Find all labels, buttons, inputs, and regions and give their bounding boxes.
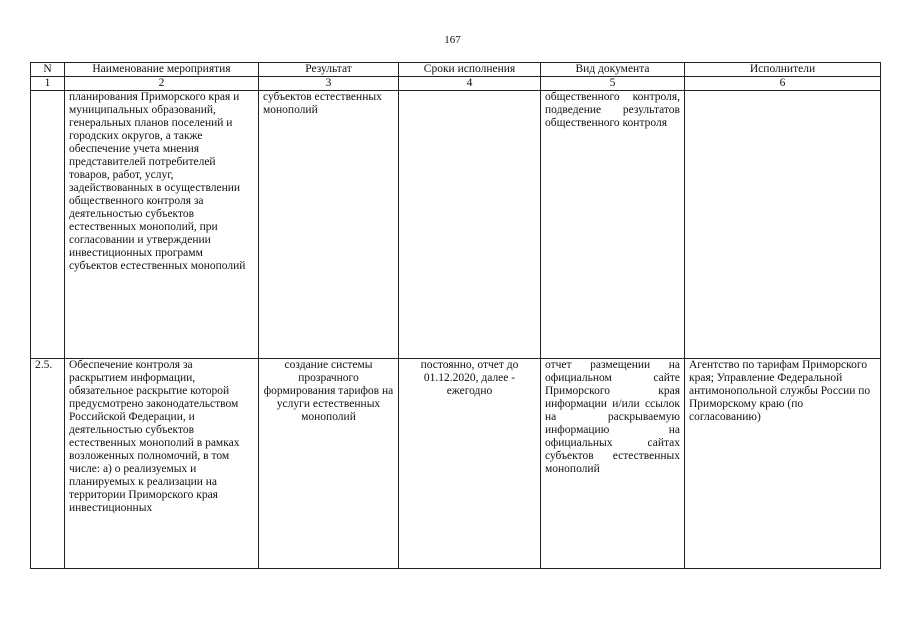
header-n: N [31,63,65,77]
column-number: 2 [65,77,259,91]
row-name-cell: планирования Приморского края и муниципальных образований, генеральных планов поселений и городских округов, а также обеспечение учета мнения представителей потребителей товаров, работ, услуг, задействованных в осуществлении общественного контроля за деятельностью субъектов естественных монополий, при согласовании и утверждении инвестиционных программ субъектов естественных монополий [65,91,259,359]
row-result-cell: создание системы прозрачного формирования тарифов на услуги естественных монополий [259,359,399,569]
header-document: Вид документа [541,63,685,77]
column-number: 6 [685,77,881,91]
row-deadline-cell: постоянно, отчет до 01.12.2020, далее - ежегодно [399,359,541,569]
row-name-cell: Обеспечение контроля за раскрытием информации, обязательное раскрытие которой предусмотрено законодательством Российской Федерации, и деятельностью субъектов естественных монополий в рамках возложенных полномочий, в том числе: а) о реализуемых и планируемых к реализации на территории Приморского края инвестиционных [65,359,259,569]
column-number: 5 [541,77,685,91]
row-document-cell: отчет размещении на официальном сайте Приморского края информации и/или ссылок на раскрываемую информацию на официальных сайтах субъектов естественных монополий [541,359,685,569]
header-deadline: Сроки исполнения [399,63,541,77]
plan-table [30,62,881,569]
header-result: Результат [259,63,399,77]
page-number: 167 [444,34,461,46]
row-number: 2.5. [31,359,65,569]
column-number: 4 [399,77,541,91]
row-executors-cell: Агентство по тарифам Приморского края; Управление Федеральной антимонопольной службы России по Приморскому краю (по согласованию) [685,359,881,569]
header-executors: Исполнители [685,63,881,77]
table-row [31,91,881,359]
column-number: 1 [31,77,65,91]
table-row [31,359,881,569]
header-row [31,63,881,77]
column-number-row [31,77,881,91]
row-deadline-cell [399,91,541,359]
row-number [31,91,65,359]
header-name: Наименование мероприятия [65,63,259,77]
row-executors-cell [685,91,881,359]
row-document-cell: общественного контроля, подведение результатов общественного контроля [541,91,685,359]
row-result-cell: субъектов естественных монополий [259,91,399,359]
column-number: 3 [259,77,399,91]
